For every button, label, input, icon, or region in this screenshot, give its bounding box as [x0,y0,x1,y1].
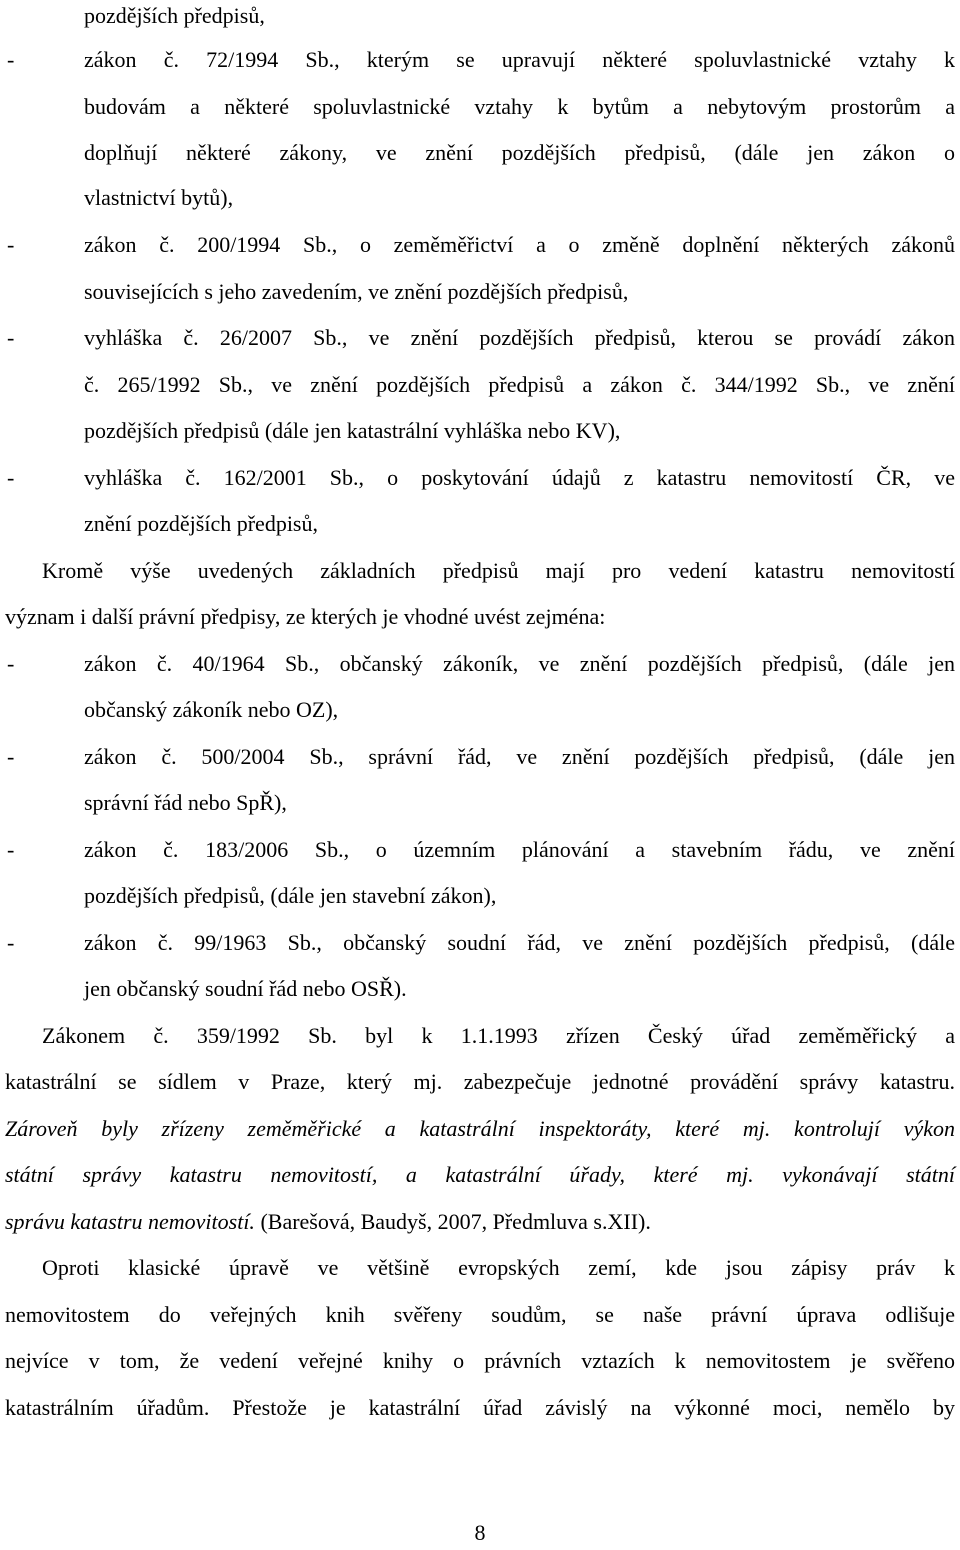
line-text: význam i další právní předpisy, ze kterých je vhodné uvést zejména: [5,604,606,629]
line-text: vyhláška č. 26/2007 Sb., ve znění pozdějších předpisů, kterou se provádí zákon [84,325,955,350]
paragraph-line [0,1066,960,1098]
text-line [0,369,960,401]
line-text: nejvíce v tom, že vedení veřejné knihy o právních vztazích k nemovitostem je svěřeno [5,1348,955,1373]
citation-text: (Barešová, Baudyš, 2007, Předmluva s.XII). [254,1209,651,1234]
line-text: katastrální se sídlem v Praze, který mj. zabezpečuje jednotné provádění správy katastru. [5,1069,955,1094]
list-item [0,648,960,680]
line-text: jen občanský soudní řád nebo OSŘ). [84,976,407,1001]
line-text: občanský zákoník nebo OZ), [84,697,339,722]
text-line [0,508,960,540]
line-text: pozdějších předpisů, (dále jen stavební zákon), [84,883,497,908]
list-dash: - [7,232,15,257]
page-number: 8 [474,1520,486,1545]
line-text: Zákonem č. 359/1992 Sb. byl k 1.1.1993 zřízen Český úřad zeměměřický a [42,1023,955,1048]
text-line [0,91,960,123]
line-text: souvisejících s jeho zavedením, ve znění pozdějších předpisů, [84,279,629,304]
text-line [0,694,960,726]
paragraph-line [0,1020,960,1052]
text-line [0,137,960,169]
paragraph-line [0,1299,960,1331]
line-text: vyhláška č. 162/2001 Sb., o poskytování údajů z katastru nemovitostí ČR, ve [84,465,955,490]
line-text: Zároveň byly zřízeny zeměměřické a katastrální inspektoráty, které mj. kontrolují výkon [5,1116,955,1141]
text-line [0,787,960,819]
quote-line [0,1206,960,1238]
list-item [0,927,960,959]
line-text: správní řád nebo SpŘ), [84,790,287,815]
list-item [0,834,960,866]
list-dash: - [7,465,15,490]
quote-text: správu katastru nemovitostí. [5,1209,255,1234]
line-text: vlastnictví bytů), [84,185,234,210]
list-item [0,229,960,261]
line-text: č. 265/1992 Sb., ve znění pozdějších předpisů a zákon č. 344/1992 Sb., ve znění [84,372,955,397]
text-line [0,182,960,214]
text-line [0,973,960,1005]
text-line [0,0,960,32]
list-dash: - [7,930,15,955]
paragraph-line [0,601,960,633]
line-text: zákon č. 40/1964 Sb., občanský zákoník, ve znění pozdějších předpisů, (dále jen [84,651,955,676]
quote-line [0,1159,960,1191]
line-text: budovám a některé spoluvlastnické vztahy k bytům a nebytovým prostorům a [84,94,955,119]
text-line [0,880,960,912]
paragraph-line [0,1392,960,1424]
text-line [0,415,960,447]
line-text: katastrálním úřadům. Přestože je katastrální úřad závislý na výkonné moci, nemělo by [5,1395,955,1420]
paragraph-line [0,1345,960,1377]
line-text: zákon č. 72/1994 Sb., kterým se upravují některé spoluvlastnické vztahy k [84,47,955,72]
line-text: zákon č. 200/1994 Sb., o zeměměřictví a o změně doplnění některých zákonů [84,232,955,257]
line-text: pozdějších předpisů (dále jen katastrální vyhláška nebo KV), [84,418,621,443]
line-text [5,1206,651,1238]
list-dash: - [7,325,15,350]
paragraph-line [0,1252,960,1284]
line-text: nemovitostem do veřejných knih svěřeny soudům, se naše právní úprava odlišuje [5,1302,955,1327]
line-text: zákon č. 183/2006 Sb., o územním plánování a stavebním řádu, ve znění [84,837,955,862]
text-line [0,276,960,308]
quote-line [0,1113,960,1145]
list-item [0,741,960,773]
list-dash: - [7,651,15,676]
list-item [0,322,960,354]
list-item [0,44,960,76]
line-text: Oproti klasické úpravě ve většině evropských zemí, kde jsou zápisy práv k [42,1255,955,1280]
list-dash: - [7,47,15,72]
line-text: znění pozdějších předpisů, [84,511,318,536]
list-dash: - [7,837,15,862]
line-text: doplňují některé zákony, ve znění pozdějších předpisů, (dále jen zákon o [84,140,955,165]
line-text: pozdějších předpisů, [84,3,265,28]
line-text: zákon č. 99/1963 Sb., občanský soudní řád, ve znění pozdějších předpisů, (dále [84,930,955,955]
list-dash: - [7,744,15,769]
list-item [0,462,960,494]
line-text: Kromě výše uvedených základních předpisů mají pro vedení katastru nemovitostí [42,558,955,583]
line-text: státní správy katastru nemovitostí, a katastrální úřady, které mj. vykonávají státní [5,1162,955,1187]
paragraph-line [0,555,960,587]
line-text: zákon č. 500/2004 Sb., správní řád, ve znění pozdějších předpisů, (dále jen [84,744,955,769]
